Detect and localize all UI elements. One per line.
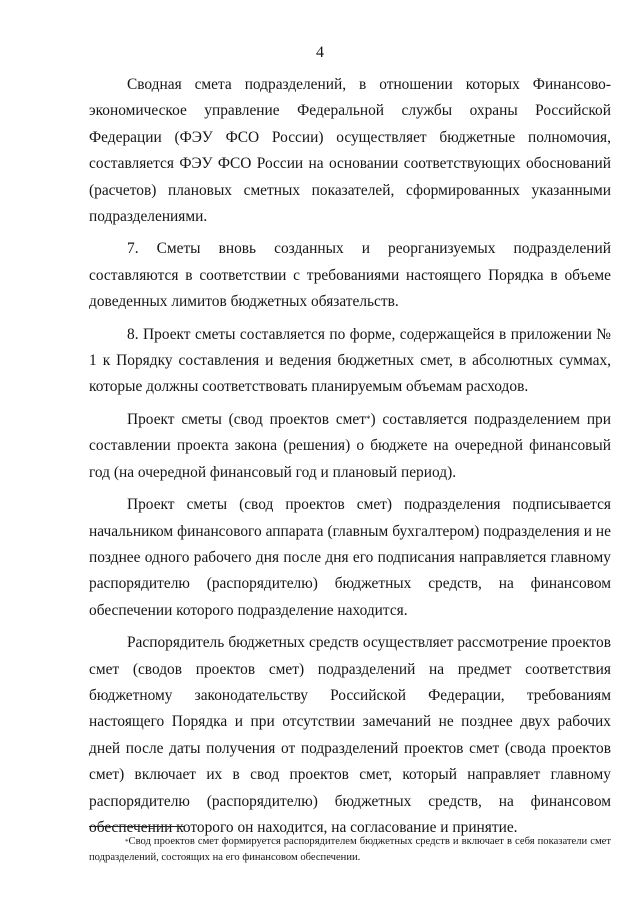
paragraph-draft-estimate-end: ) составляется подразделением при составлении проекта закона (решения) о бюджете на очередной финансовый год (на очередной финансовый год и плановый период).: [89, 410, 611, 481]
paragraph-item-8: 8. Проект сметы составляется по форме, содержащейся в приложении № 1 к Порядку составления и ведения бюджетных смет, в абсолютных суммах, которые должны соответствовать планируемым объемам расходов.: [89, 325, 611, 396]
footnote-divider: [89, 826, 185, 827]
paragraph-signing: Проект сметы (свод проектов смет) подразделения подписывается начальником финансового аппарата (главным бухгалтером) подразделения и не позднее одного рабочего дня после дня его подписания направляется главному распорядителю (распорядителю) бюджетных средств, на финансовом обеспечении которого подразделение находится.: [89, 496, 611, 619]
paragraph-draft-estimate-start: Проект сметы (свод проектов смет: [127, 410, 366, 428]
paragraph-item-7: 7. Сметы вновь созданных и реорганизуемых подразделений составляются в соответствии с требованиями настоящего Порядка в объеме доведенных лимитов бюджетных обязательств.: [89, 240, 611, 311]
footnote: [89, 834, 611, 866]
paragraph-review: Распорядитель бюджетных средств осуществляет рассмотрение проектов смет (сводов проектов смет) подразделений на предмет соответствия бюджетному законодательству Российской Федерации, требованиям настоящего Порядка и при отсутствии замечаний не позднее двух рабочих дней после даты получения от подразделений проектов смет (свода проектов смет) включает их в свод проектов смет, который направляет главному распорядителю (распорядителю) бюджетных средств, на финансовом обеспечении которого он находится, на согласование и принятие.: [89, 634, 611, 836]
paragraph-draft-estimate: [89, 407, 611, 486]
page-number: 4: [316, 44, 324, 61]
footnote-reference-mark: *: [365, 413, 371, 424]
paragraph-consolidated-estimate: Сводная смета подразделений, в отношении которых Финансово-экономическое управление Федеральной службы охраны Российской Федерации (ФЭУ ФСО России) осуществляет бюджетные полномочия, составляется ФЭУ ФСО России на основании соответствующих обоснований (расчетов) плановых сметных показателей, сформированных указанными подразделениями.: [89, 76, 611, 226]
footnote-mark: *: [125, 838, 129, 846]
footnote-text: Свод проектов смет формируется распорядителем бюджетных средств и включает в себя показатели смет подразделений, состоящих на его финансовом обеспечении.: [89, 836, 611, 863]
body-text: [89, 72, 611, 841]
